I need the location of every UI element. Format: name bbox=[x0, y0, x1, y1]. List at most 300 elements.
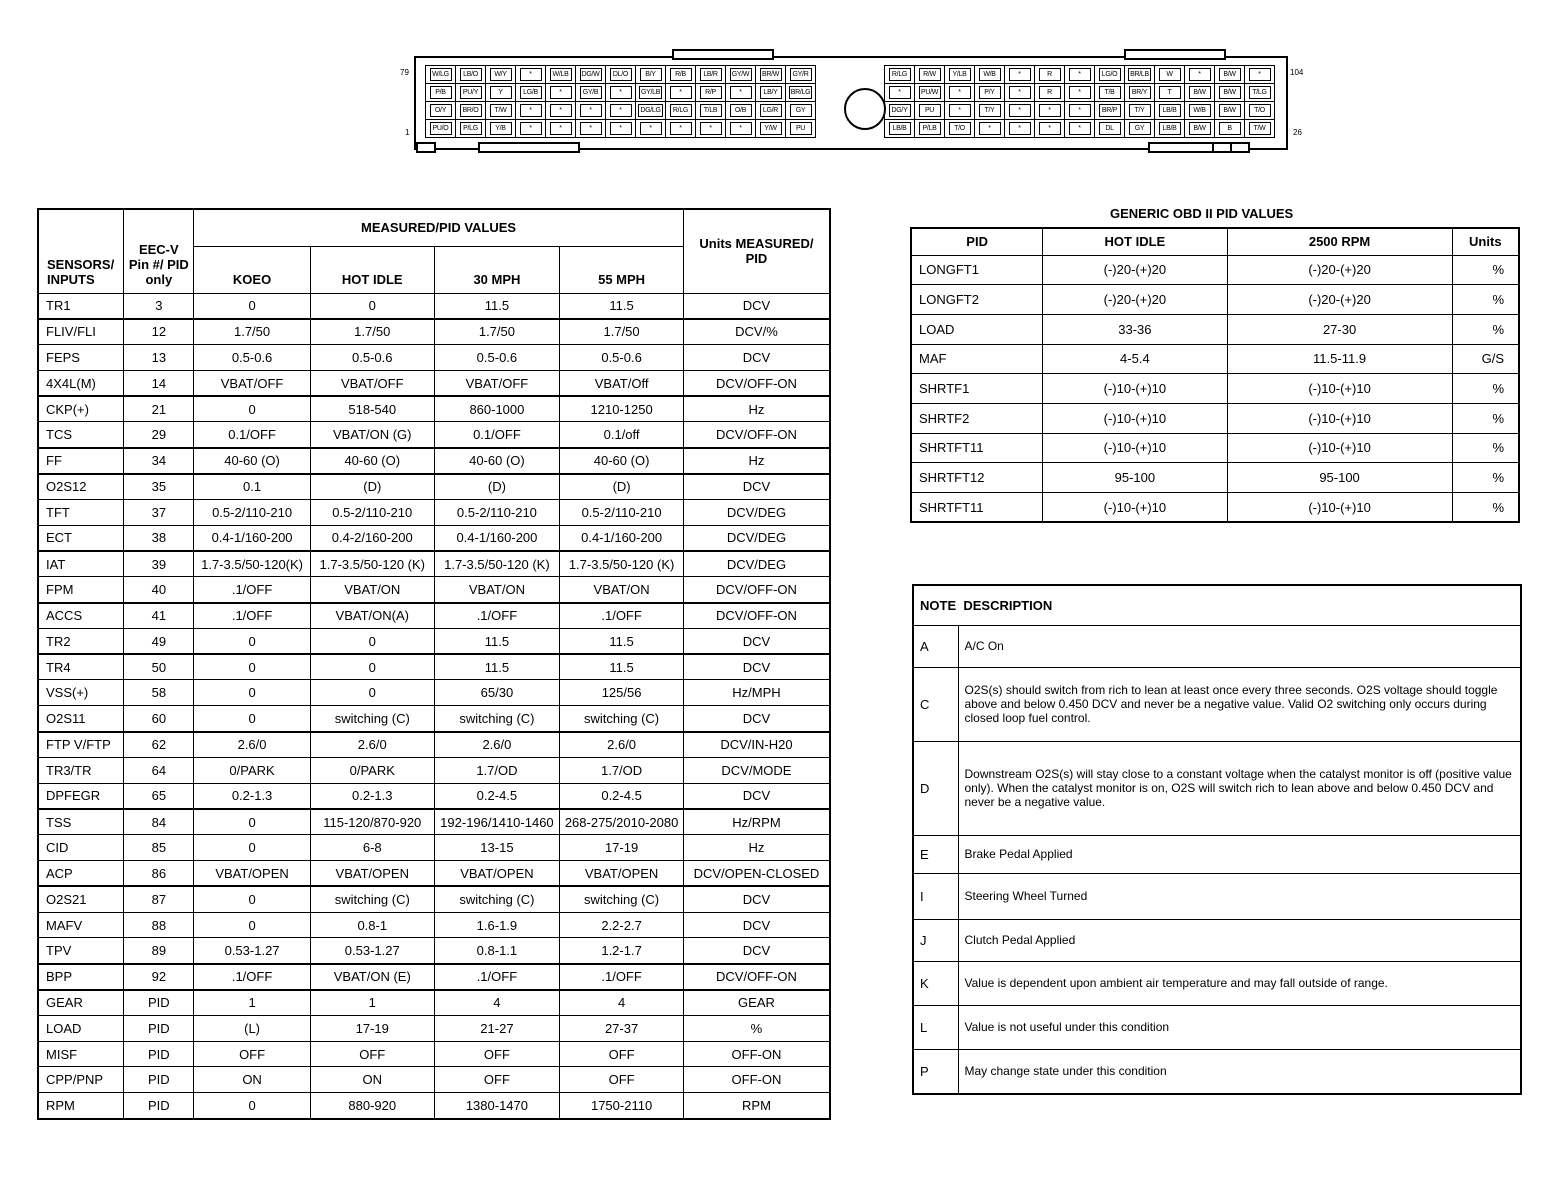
connector-pin bbox=[975, 102, 1005, 120]
table-row bbox=[913, 667, 1521, 741]
cell-hot-idle: VBAT/ON (E) bbox=[310, 964, 434, 990]
connector-pin bbox=[786, 66, 816, 84]
connector-pin bbox=[426, 66, 456, 84]
connector-pin bbox=[1065, 120, 1095, 138]
connector-pin-label: B/Y bbox=[640, 68, 662, 81]
cell-30-mph: VBAT/ON bbox=[434, 577, 560, 603]
connector-pin-label: P/LB bbox=[919, 122, 941, 135]
cell-55-mph: OFF bbox=[560, 1067, 684, 1093]
table-row bbox=[913, 919, 1521, 961]
cell-hot-idle: VBAT/ON bbox=[310, 577, 434, 603]
cell-units: DCV bbox=[683, 628, 830, 654]
cell-sensor: TCS bbox=[38, 422, 124, 448]
header-koeo: KOEO bbox=[194, 246, 311, 293]
cell-sensor: FEPS bbox=[38, 345, 124, 371]
connector-pin-label: O/Y bbox=[430, 104, 452, 117]
cell-koeo: OFF bbox=[194, 1041, 311, 1067]
connector-pin-label: PU/O bbox=[430, 122, 452, 135]
cell-30-mph: 1.6-1.9 bbox=[434, 912, 560, 938]
connector-pin bbox=[606, 84, 636, 102]
cell-30-mph: 4 bbox=[434, 990, 560, 1016]
note-description: May change state under this condition bbox=[958, 1049, 1521, 1094]
connector-pin bbox=[546, 66, 576, 84]
connector-pin-label: LB/Y bbox=[760, 86, 782, 99]
note-code: I bbox=[913, 873, 958, 919]
cell-koeo: VBAT/OPEN bbox=[194, 861, 311, 887]
cell-55-mph: 1210-1250 bbox=[560, 396, 684, 422]
cell-hot-idle: 0.5-2/110-210 bbox=[310, 499, 434, 525]
note-code: K bbox=[913, 961, 958, 1005]
cell-units: Hz bbox=[683, 835, 830, 861]
connector-pin-label: * bbox=[550, 104, 572, 117]
connector-pin bbox=[666, 84, 696, 102]
obd-cell-pid: LONGFT2 bbox=[911, 285, 1043, 315]
cell-55-mph: 125/56 bbox=[560, 680, 684, 706]
table-row bbox=[38, 757, 830, 783]
connector-pin-label: * bbox=[1249, 68, 1271, 81]
connector-pin-row bbox=[885, 66, 1275, 84]
cell-30-mph: 13-15 bbox=[434, 835, 560, 861]
cell-30-mph: VBAT/OFF bbox=[434, 370, 560, 396]
cell-koeo: 0.5-0.6 bbox=[194, 345, 311, 371]
cell-55-mph: 1.7/50 bbox=[560, 319, 684, 345]
connector-pin bbox=[945, 84, 975, 102]
connector-pin-label: PU/Y bbox=[460, 86, 482, 99]
cell-pin: 87 bbox=[124, 886, 194, 912]
note-description: A/C On bbox=[958, 625, 1521, 667]
pin-label-26: 26 bbox=[1293, 128, 1302, 137]
cell-units: Hz bbox=[683, 448, 830, 474]
connector-pin bbox=[606, 66, 636, 84]
cell-koeo: 0 bbox=[194, 1093, 311, 1119]
connector-pin bbox=[1095, 120, 1125, 138]
table-row bbox=[38, 732, 830, 758]
cell-sensor: TR3/TR bbox=[38, 757, 124, 783]
eec-connector-diagram bbox=[400, 40, 1304, 165]
connector-pin bbox=[726, 102, 756, 120]
notes-body bbox=[913, 625, 1521, 1094]
cell-sensor: CKP(+) bbox=[38, 396, 124, 422]
cell-hot-idle: 0/PARK bbox=[310, 757, 434, 783]
connector-pin-row bbox=[426, 102, 816, 120]
cell-sensor: TPV bbox=[38, 938, 124, 964]
cell-pin: PID bbox=[124, 1093, 194, 1119]
connector-pin-label: T/O bbox=[949, 122, 971, 135]
cell-30-mph: 1.7-3.5/50-120 (K) bbox=[434, 551, 560, 577]
cell-koeo: .1/OFF bbox=[194, 964, 311, 990]
cell-pin: 39 bbox=[124, 551, 194, 577]
connector-pin bbox=[726, 120, 756, 138]
cell-hot-idle: 0 bbox=[310, 654, 434, 680]
header-30-mph: 30 MPH bbox=[434, 246, 560, 293]
obd-cell-pid: SHRTFT11 bbox=[911, 493, 1043, 523]
cell-sensor: ACCS bbox=[38, 603, 124, 629]
connector-tab bbox=[1148, 142, 1250, 153]
obd-cell-hot-idle: (-)20-(+)20 bbox=[1043, 255, 1227, 285]
connector-pin-label: BR/P bbox=[1099, 104, 1121, 117]
connector-pin bbox=[1035, 84, 1065, 102]
cell-units: DCV bbox=[683, 886, 830, 912]
connector-pin-label: * bbox=[520, 122, 542, 135]
connector-pin-label: BR/LG bbox=[789, 86, 813, 99]
connector-pin-label: * bbox=[580, 122, 602, 135]
connector-pin-label: B/W bbox=[1189, 122, 1211, 135]
cell-55-mph: 11.5 bbox=[560, 293, 684, 319]
note-code: C bbox=[913, 667, 958, 741]
connector-tab bbox=[672, 49, 774, 60]
table-row bbox=[911, 285, 1519, 315]
connector-pin bbox=[1185, 102, 1215, 120]
connector-pin bbox=[786, 84, 816, 102]
connector-pin bbox=[945, 120, 975, 138]
connector-pin bbox=[975, 84, 1005, 102]
header-55-mph: 55 MPH bbox=[560, 246, 684, 293]
connector-right-bank bbox=[884, 65, 1275, 138]
cell-pin: 58 bbox=[124, 680, 194, 706]
connector-pin-label: P/B bbox=[430, 86, 452, 99]
cell-hot-idle: 40-60 (O) bbox=[310, 448, 434, 474]
connector-pin bbox=[885, 84, 915, 102]
connector-pin bbox=[666, 120, 696, 138]
cell-pin: 41 bbox=[124, 603, 194, 629]
cell-sensor: FTP V/FTP bbox=[38, 732, 124, 758]
connector-pin bbox=[486, 84, 516, 102]
connector-pin-label: LB/B bbox=[1159, 122, 1181, 135]
notes-header bbox=[913, 585, 1521, 625]
cell-sensor: TR2 bbox=[38, 628, 124, 654]
connector-pin-row bbox=[426, 66, 816, 84]
connector-pin bbox=[915, 120, 945, 138]
connector-pin bbox=[576, 102, 606, 120]
cell-koeo: 0.1 bbox=[194, 474, 311, 500]
cell-hot-idle: 0.5-0.6 bbox=[310, 345, 434, 371]
connector-pin-label: B/W bbox=[1219, 68, 1241, 81]
connector-pin-label: GY bbox=[790, 104, 812, 117]
notes-header-description: DESCRIPTION bbox=[963, 597, 1053, 613]
cell-sensor: FLIV/FLI bbox=[38, 319, 124, 345]
cell-units: Hz/MPH bbox=[683, 680, 830, 706]
connector-pin bbox=[636, 66, 666, 84]
connector-pin-label: DG/W bbox=[580, 68, 602, 81]
connector-pin bbox=[726, 84, 756, 102]
connector-pin-label: * bbox=[550, 122, 572, 135]
pin-label-1: 1 bbox=[405, 128, 410, 137]
cell-hot-idle: 2.6/0 bbox=[310, 732, 434, 758]
note-code: J bbox=[913, 919, 958, 961]
cell-pin: 29 bbox=[124, 422, 194, 448]
cell-55-mph: 4 bbox=[560, 990, 684, 1016]
cell-pin: 49 bbox=[124, 628, 194, 654]
connector-pin-row bbox=[885, 120, 1275, 138]
obd-cell-pid: SHRTFT12 bbox=[911, 463, 1043, 493]
connector-pin-label: R/LG bbox=[670, 104, 692, 117]
connector-pin bbox=[915, 66, 945, 84]
note-description: O2S(s) should switch from rich to lean at least once every three seconds. O2S voltage should toggle above and below 0.450 DCV and never be a negative value. Valid O2 switching only occurs during closed loop fuel control. bbox=[958, 667, 1521, 741]
cell-pin: PID bbox=[124, 990, 194, 1016]
cell-55-mph: VBAT/Off bbox=[560, 370, 684, 396]
connector-pin-label: GY/R bbox=[790, 68, 812, 81]
connector-pin bbox=[546, 120, 576, 138]
table-row bbox=[911, 463, 1519, 493]
connector-pin-row bbox=[426, 84, 816, 102]
cell-units: DCV/OFF-ON bbox=[683, 964, 830, 990]
connector-pin-label: T/Y bbox=[1129, 104, 1151, 117]
table-row bbox=[911, 403, 1519, 433]
cell-30-mph: 65/30 bbox=[434, 680, 560, 706]
table-row bbox=[38, 990, 830, 1016]
connector-pin-label: BR/O bbox=[460, 104, 482, 117]
cell-hot-idle: 1 bbox=[310, 990, 434, 1016]
connector-pin bbox=[1125, 84, 1155, 102]
connector-pin bbox=[1005, 84, 1035, 102]
table-row bbox=[38, 345, 830, 371]
cell-hot-idle: 0.4-2/160-200 bbox=[310, 525, 434, 551]
cell-55-mph: VBAT/ON bbox=[560, 577, 684, 603]
pin-label-104: 104 bbox=[1290, 68, 1304, 77]
cell-55-mph: 1.7-3.5/50-120 (K) bbox=[560, 551, 684, 577]
connector-pin-label: R/LG bbox=[889, 68, 911, 81]
cell-koeo: 0.4-1/160-200 bbox=[194, 525, 311, 551]
table-row bbox=[38, 654, 830, 680]
cell-koeo: 0 bbox=[194, 680, 311, 706]
connector-pin-row bbox=[426, 120, 816, 138]
table-row bbox=[911, 374, 1519, 404]
table-row bbox=[38, 861, 830, 887]
table-row bbox=[913, 741, 1521, 835]
table-row bbox=[38, 938, 830, 964]
connector-pin bbox=[1245, 120, 1275, 138]
cell-30-mph: 0.4-1/160-200 bbox=[434, 525, 560, 551]
table-row bbox=[38, 809, 830, 835]
connector-pin bbox=[1095, 84, 1125, 102]
cell-hot-idle: 115-120/870-920 bbox=[310, 809, 434, 835]
cell-units: DCV bbox=[683, 938, 830, 964]
obd-cell-units: % bbox=[1452, 314, 1519, 344]
cell-hot-idle: 6-8 bbox=[310, 835, 434, 861]
cell-30-mph: VBAT/OPEN bbox=[434, 861, 560, 887]
connector-pin bbox=[1155, 102, 1185, 120]
cell-sensor: TSS bbox=[38, 809, 124, 835]
cell-koeo: 0 bbox=[194, 835, 311, 861]
cell-hot-idle: 880-920 bbox=[310, 1093, 434, 1119]
table-row bbox=[911, 493, 1519, 523]
obd-pid-body bbox=[911, 255, 1519, 522]
table-row bbox=[38, 422, 830, 448]
cell-koeo: 0.2-1.3 bbox=[194, 783, 311, 809]
obd-header-0: PID bbox=[911, 228, 1043, 255]
connector-pin bbox=[606, 120, 636, 138]
cell-55-mph: 40-60 (O) bbox=[560, 448, 684, 474]
obd-table-title: GENERIC OBD II PID VALUES bbox=[1110, 206, 1294, 221]
connector-pin-label: * bbox=[670, 122, 692, 135]
connector-pin-label: * bbox=[1189, 68, 1211, 81]
cell-pin: 62 bbox=[124, 732, 194, 758]
connector-pin-label: GY/B bbox=[580, 86, 602, 99]
connector-pin-label: T/Y bbox=[979, 104, 1001, 117]
cell-30-mph: .1/OFF bbox=[434, 603, 560, 629]
cell-55-mph: 1750-2110 bbox=[560, 1093, 684, 1119]
connector-pin bbox=[1125, 66, 1155, 84]
obd-cell-2500-rpm: (-)10-(+)10 bbox=[1227, 493, 1452, 523]
connector-pin bbox=[456, 66, 486, 84]
cell-units: DCV/IN-H20 bbox=[683, 732, 830, 758]
cell-55-mph: 11.5 bbox=[560, 628, 684, 654]
table-row bbox=[38, 448, 830, 474]
connector-pin-label: T bbox=[1159, 86, 1181, 99]
connector-pin bbox=[516, 102, 546, 120]
cell-55-mph: 0.2-4.5 bbox=[560, 783, 684, 809]
connector-pin-label: LB/B bbox=[889, 122, 911, 135]
cell-pin: PID bbox=[124, 1041, 194, 1067]
cell-hot-idle: VBAT/ON (G) bbox=[310, 422, 434, 448]
cell-hot-idle: 1.7-3.5/50-120 (K) bbox=[310, 551, 434, 577]
connector-pin bbox=[456, 102, 486, 120]
cell-sensor: BPP bbox=[38, 964, 124, 990]
cell-koeo: 40-60 (O) bbox=[194, 448, 311, 474]
cell-30-mph: 192-196/1410-1460 bbox=[434, 809, 560, 835]
cell-30-mph: 11.5 bbox=[434, 628, 560, 654]
cell-pin: 65 bbox=[124, 783, 194, 809]
cell-koeo: 0 bbox=[194, 293, 311, 319]
cell-hot-idle: 0.53-1.27 bbox=[310, 938, 434, 964]
table-row bbox=[38, 783, 830, 809]
cell-30-mph: 0.2-4.5 bbox=[434, 783, 560, 809]
cell-30-mph: 0.5-2/110-210 bbox=[434, 499, 560, 525]
table-row bbox=[38, 525, 830, 551]
cell-units: Hz/RPM bbox=[683, 809, 830, 835]
cell-55-mph: 27-37 bbox=[560, 1015, 684, 1041]
connector-pin bbox=[636, 102, 666, 120]
pin-label-79: 79 bbox=[400, 68, 409, 77]
table-row bbox=[913, 873, 1521, 919]
obd-cell-units: % bbox=[1452, 403, 1519, 433]
obd-cell-2500-rpm: (-)20-(+)20 bbox=[1227, 285, 1452, 315]
cell-koeo: .1/OFF bbox=[194, 603, 311, 629]
cell-units: DCV/OFF-ON bbox=[683, 422, 830, 448]
connector-pin bbox=[1185, 84, 1215, 102]
connector-pin-label: * bbox=[949, 104, 971, 117]
obd-pid-table bbox=[910, 227, 1520, 523]
cell-sensor: GEAR bbox=[38, 990, 124, 1016]
cell-units: DCV bbox=[683, 474, 830, 500]
cell-55-mph: 0.5-0.6 bbox=[560, 345, 684, 371]
cell-koeo: 0 bbox=[194, 809, 311, 835]
header-measured: MEASURED/PID VALUES bbox=[194, 209, 684, 246]
connector-pin bbox=[486, 102, 516, 120]
connector-tab bbox=[416, 142, 436, 153]
connector-pin-label: T/LB bbox=[700, 104, 722, 117]
connector-pin-label: * bbox=[700, 122, 722, 135]
connector-pin-label: * bbox=[730, 122, 752, 135]
table-row bbox=[913, 625, 1521, 667]
connector-bolt-hole bbox=[844, 88, 886, 130]
table-row bbox=[911, 433, 1519, 463]
connector-pin bbox=[945, 102, 975, 120]
connector-pin bbox=[975, 120, 1005, 138]
connector-pin-label: P/LG bbox=[460, 122, 482, 135]
connector-body bbox=[414, 56, 1288, 150]
obd-cell-hot-idle: 95-100 bbox=[1043, 463, 1227, 493]
connector-pin bbox=[786, 120, 816, 138]
cell-30-mph: 0.5-0.6 bbox=[434, 345, 560, 371]
connector-pin-label: B/W bbox=[1219, 86, 1241, 99]
cell-sensor: ECT bbox=[38, 525, 124, 551]
cell-hot-idle: 1.7/50 bbox=[310, 319, 434, 345]
connector-pin bbox=[1005, 102, 1035, 120]
connector-pin-label: T/B bbox=[1099, 86, 1121, 99]
connector-pin bbox=[666, 66, 696, 84]
connector-pin-label: W bbox=[1159, 68, 1181, 81]
obd-header-3: Units bbox=[1452, 228, 1519, 255]
connector-pin bbox=[1065, 84, 1095, 102]
connector-pin-label: T/LG bbox=[1249, 86, 1271, 99]
connector-pin bbox=[945, 66, 975, 84]
connector-pin bbox=[1215, 84, 1245, 102]
cell-30-mph: 0.8-1.1 bbox=[434, 938, 560, 964]
obd-header-2: 2500 RPM bbox=[1227, 228, 1452, 255]
connector-pin-label: P/Y bbox=[979, 86, 1001, 99]
cell-units: DCV/OFF-ON bbox=[683, 370, 830, 396]
cell-units: DCV bbox=[683, 293, 830, 319]
connector-pin bbox=[915, 84, 945, 102]
cell-hot-idle: 518-540 bbox=[310, 396, 434, 422]
table-row bbox=[38, 551, 830, 577]
cell-koeo: 0 bbox=[194, 886, 311, 912]
cell-55-mph: 17-19 bbox=[560, 835, 684, 861]
cell-55-mph: (D) bbox=[560, 474, 684, 500]
cell-units: DCV bbox=[683, 783, 830, 809]
cell-55-mph: 0.4-1/160-200 bbox=[560, 525, 684, 551]
table-row bbox=[38, 886, 830, 912]
connector-pin bbox=[696, 120, 726, 138]
connector-pin-label: GY bbox=[1129, 122, 1151, 135]
obd-cell-units: % bbox=[1452, 374, 1519, 404]
cell-55-mph: 0.1/off bbox=[560, 422, 684, 448]
cell-55-mph: 268-275/2010-2080 bbox=[560, 809, 684, 835]
obd-cell-units: % bbox=[1452, 433, 1519, 463]
cell-sensor: ACP bbox=[38, 861, 124, 887]
note-code: L bbox=[913, 1005, 958, 1049]
connector-pin bbox=[1035, 102, 1065, 120]
cell-koeo: 2.6/0 bbox=[194, 732, 311, 758]
connector-pin-label: * bbox=[1069, 68, 1091, 81]
connector-pin-label: R bbox=[1039, 86, 1061, 99]
cell-sensor: FPM bbox=[38, 577, 124, 603]
cell-sensor: LOAD bbox=[38, 1015, 124, 1041]
connector-tab bbox=[1124, 49, 1226, 60]
connector-pin bbox=[1035, 120, 1065, 138]
connector-pin-label: * bbox=[1009, 122, 1031, 135]
connector-pin-label: PU bbox=[790, 122, 812, 135]
cell-55-mph: .1/OFF bbox=[560, 603, 684, 629]
table-row bbox=[38, 628, 830, 654]
cell-hot-idle: 0.8-1 bbox=[310, 912, 434, 938]
obd-cell-pid: SHRTFT11 bbox=[911, 433, 1043, 463]
connector-pin-label: BR/LB bbox=[1128, 68, 1151, 81]
cell-koeo: .1/OFF bbox=[194, 577, 311, 603]
cell-units: DCV/MODE bbox=[683, 757, 830, 783]
cell-units: RPM bbox=[683, 1093, 830, 1119]
connector-pin bbox=[1065, 102, 1095, 120]
obd-cell-2500-rpm: 11.5-11.9 bbox=[1227, 344, 1452, 374]
connector-pin bbox=[756, 120, 786, 138]
connector-pin-label: * bbox=[520, 104, 542, 117]
table-row bbox=[38, 293, 830, 319]
cell-koeo: 0 bbox=[194, 706, 311, 732]
table-row bbox=[38, 603, 830, 629]
cell-pin: 14 bbox=[124, 370, 194, 396]
cell-55-mph: switching (C) bbox=[560, 886, 684, 912]
